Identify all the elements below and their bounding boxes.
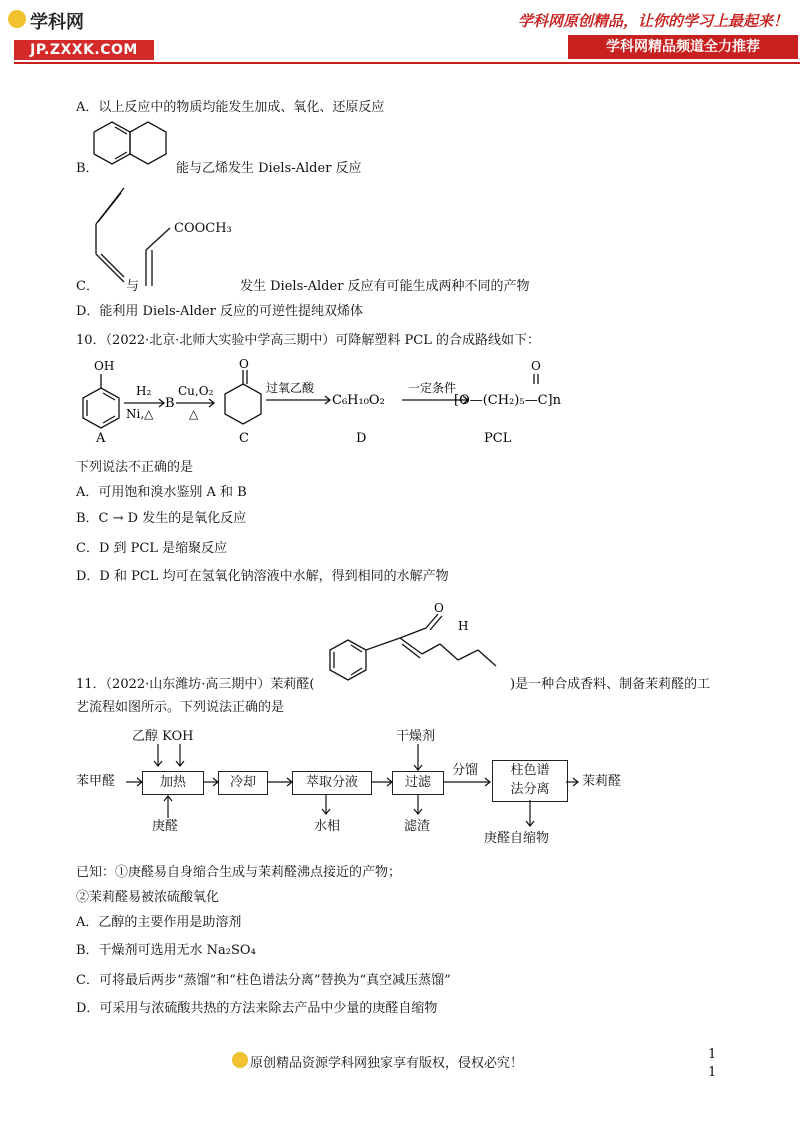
logo-url: JP.ZXXK.COM <box>14 40 154 60</box>
q11-stem-a: 11．（2022·山东潍坊·高三期中）茉莉醛( <box>76 677 315 692</box>
scheme-step1-top: H₂ <box>136 384 152 398</box>
q9-option-c-prefix: C． <box>76 279 99 294</box>
page-number-top: 1 <box>708 1047 717 1062</box>
page-number-bottom: 1 <box>708 1065 717 1080</box>
flow-box-filter: 过滤 <box>392 771 444 795</box>
flow-box-heat: 加热 <box>142 771 204 795</box>
q11-option-a: A．乙醇的主要作用是助溶剂 <box>76 915 242 930</box>
q9-option-c-text: 发生 Diels-Alder 反应有可能生成两种不同的产物 <box>240 279 530 294</box>
q9-option-c-mid: 与 <box>126 279 140 294</box>
logo-mascot-icon <box>8 10 26 28</box>
header-slogan: 学科网原创精品，让你的学习上最起来！ <box>518 12 789 30</box>
struct-o-label: O <box>434 601 444 615</box>
flow-box-extract: 萃取分液 <box>292 771 372 795</box>
scheme-label-c: C <box>239 431 249 446</box>
flow-reagent-bottom: 庚醛 <box>152 819 179 834</box>
logo-text: 学科网 <box>30 12 84 33</box>
q9-option-d: D．能利用 Diels-Alder 反应的可逆性提纯双烯体 <box>76 304 363 319</box>
q11-known-2: ②茉莉醛易被浓硫酸氧化 <box>76 890 220 905</box>
jasminaldehyde-structure <box>326 596 516 692</box>
diene-dienophile-structure <box>88 186 248 296</box>
header-band: 学科网精品频道全力推荐 <box>568 35 798 59</box>
scheme-step2-top: Cu,O₂ <box>178 384 214 398</box>
q9-option-c-group: COOCH₃ <box>174 221 232 236</box>
q11-known-1: 已知：①庚醛易自身缩合生成与茉莉醛沸点接近的产物； <box>76 865 402 880</box>
flow-box5-line1: 柱色谱 <box>510 763 550 778</box>
flow-out-aqueous: 水相 <box>314 819 341 834</box>
footer-copyright: 原创精品资源学科网独家享有版权，侵权必究！ <box>250 1056 524 1071</box>
flow-box5-line2: 法分离 <box>510 782 550 797</box>
scheme-ketone-o: O <box>239 357 249 371</box>
flow-reagent-dry: 干燥剂 <box>396 729 436 744</box>
scheme-step4-top: 一定条件 <box>408 381 457 395</box>
scheme-label-pcl: PCL <box>484 431 512 446</box>
q11-option-c: C．可将最后两步“蒸馏”和“柱色谱法分离”替换为“真空减压蒸馏” <box>76 973 451 988</box>
header-divider <box>14 62 800 64</box>
q10-option-c: C．D 到 PCL 是缩聚反应 <box>76 541 228 556</box>
q11-stem-c: 艺流程如图所示。下列说法正确的是 <box>76 700 285 715</box>
q9-option-a: A．以上反应中的物质均能发生加成、氧化、还原反应 <box>76 100 385 115</box>
flow-box-chromatography <box>492 760 568 802</box>
struct-h-label: H <box>458 619 469 633</box>
scheme-pcl-o: O <box>531 359 541 373</box>
scheme-label-a: A <box>96 431 106 446</box>
scheme-oh-label: OH <box>94 359 115 373</box>
scheme-d-formula: C₆H₁₀O₂ <box>332 393 385 408</box>
scheme-label-d: D <box>356 431 367 446</box>
q11-option-b: B．干燥剂可选用无水 Na₂SO₄ <box>76 943 256 958</box>
q10-stem: 10．（2022·北京·北师大实验中学高三期中）可降解塑料 PCL 的合成路线如下： <box>76 333 540 348</box>
q9-option-b-prefix: B． <box>76 161 99 176</box>
scheme-step1-bottom: Ni,△ <box>126 407 154 421</box>
scheme-step2-bottom: △ <box>189 407 199 421</box>
q10-prompt: 下列说法不正确的是 <box>76 460 194 475</box>
q11-option-d: D．可采用与浓硫酸共热的方法来除去产品中少量的庚醛自缩物 <box>76 1001 438 1016</box>
q10-option-b: B．C → D 发生的是氧化反应 <box>76 511 247 526</box>
scheme-step3-top: 过氧乙酸 <box>266 381 315 395</box>
scheme-pcl-formula: [O—(CH₂)₅—C]n <box>454 393 561 408</box>
flow-out-residue: 滤渣 <box>404 819 431 834</box>
flow-arrow-distill: 分馏 <box>452 763 479 778</box>
pcl-synthesis-scheme <box>76 356 596 448</box>
flow-out-self-condensate: 庚醛自缩物 <box>484 831 550 846</box>
flow-end: 茉莉醛 <box>582 774 622 789</box>
flow-box-cool: 冷却 <box>218 771 268 795</box>
footer-mascot-icon <box>232 1052 248 1068</box>
flow-reagent-top: 乙醇 KOH <box>132 729 194 744</box>
flow-start: 苯甲醛 <box>76 774 116 789</box>
scheme-b-label: B <box>165 396 175 411</box>
q10-option-a: A．可用饱和溴水鉴别 A 和 B <box>76 485 247 500</box>
q10-option-d: D．D 和 PCL 均可在氢氧化钠溶液中水解，得到相同的水解产物 <box>76 569 449 584</box>
q11-stem-b: )是一种合成香料、制备茉莉醛的工 <box>510 677 711 692</box>
q9-option-b-text: 能与乙烯发生 Diels-Alder 反应 <box>176 161 362 176</box>
tetrahydronaphthalene-structure <box>92 118 178 180</box>
